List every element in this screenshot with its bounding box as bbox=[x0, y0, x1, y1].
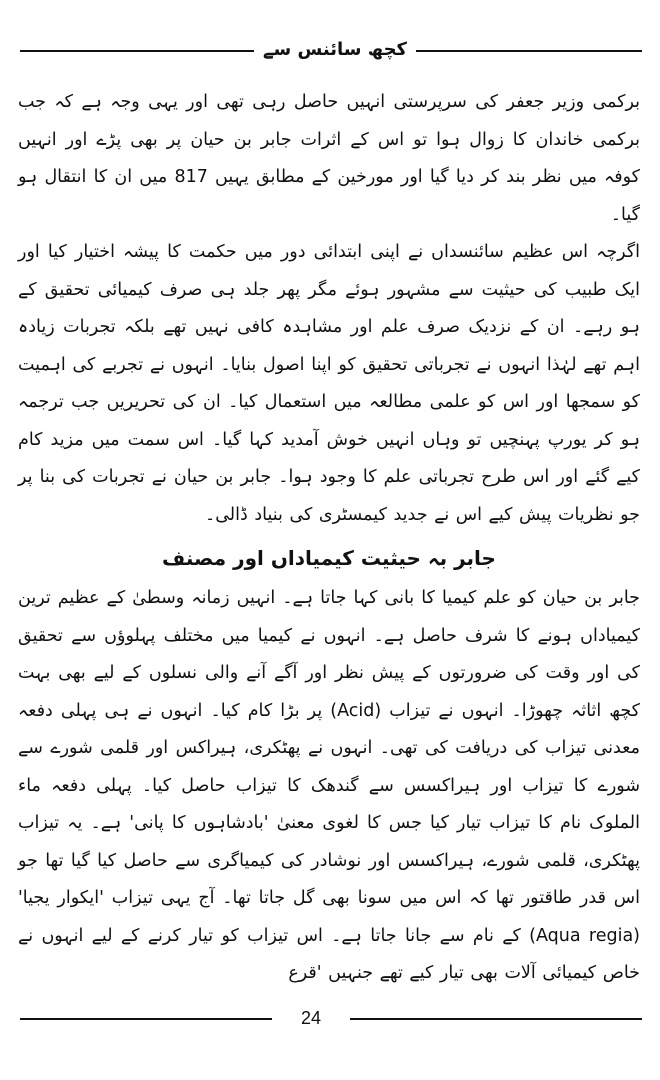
header-rule-left bbox=[20, 50, 254, 52]
section-heading: جابر بہ حیثیت کیمیاداں اور مصنف bbox=[162, 546, 496, 570]
page-number: 24 bbox=[300, 1008, 322, 1028]
footer-rule-left bbox=[20, 1018, 272, 1020]
page-body bbox=[18, 84, 640, 993]
paragraph-1: برکمی وزیر جعفر کی سرپرستی انہیں حاصل رہی تھی اور یہی وجہ ہے کہ جب برکمی خاندان کا زوال ہوا تو اس کے اثرات جابر بن حیان پر بھی پڑے اور انہیں کوفہ میں نظر بند کر دیا گیا اور مورخین کے مطابق یہیں 817 میں ان کا انتقال ہو گیا۔ bbox=[18, 92, 640, 225]
paragraph-2: اگرچہ اس عظیم سائنسداں نے اپنی ابتدائی دور میں حکمت کا پیشہ اختیار کیا اور ایک طبیب کی حیثیت سے مشہور ہوئے مگر پھر جلد ہی صرف کیمیائی تحقیق کے ہو رہے۔ ان کے نزدیک صرف علم اور مشاہدہ کافی نہیں تھے بلکہ تجربات زیادہ اہم تھے لہٰذا انہوں نے تجرباتی تحقیق کو اپنا اصول بنایا۔ انہوں نے تجربے کی اہمیت کو سمجھا اور اس کو علمی مطالعہ میں استعمال کیا۔ ان کی تحریریں جب ترجمہ ہو کر یورپ پہنچیں تو وہاں انہیں خوش آمدید کہا گیا۔ اس سمت میں مزید کام کیے گئے اور اس طرح تجرباتی علم کا وجود ہوا۔ جابر بن حیان نے تجربات کی بنا پر جو نظریات پیش کیے اس نے جدید کیمسٹری کی بنیاد ڈالی۔ bbox=[18, 242, 640, 525]
header-rule-right bbox=[416, 50, 642, 52]
footer-rule-right bbox=[350, 1018, 642, 1020]
running-head-title: کچھ سائنس سے bbox=[262, 39, 408, 60]
paragraph-3: جابر بن حیان کو علم کیمیا کا بانی کہا جاتا ہے۔ انہیں زمانہ وسطیٰ کے عظیم ترین کیمیاداں ہونے کا شرف حاصل ہے۔ انہوں نے کیمیا میں مختلف پہلوؤں سے تحقیق کی اور وقت کی ضرورتوں کے پیش نظر اور آگے آنے والی نسلوں کے لیے بھی بہت کچھ اثاثہ چھوڑا۔ انہوں نے تیزاب (Acid) پر بڑا کام کیا۔ انہوں نے ہی پہلی دفعہ معدنی تیزاب کی دریافت کی تھی۔ انہوں نے پھٹکری، ہیراکس اور قلمی شورے سے شورے کا تیزاب اور ہیراکسس سے گندھک کا تیزاب حاصل کیا۔ پہلی دفعہ ماء الملوک نام کا تیزاب تیار کیا جس کا لغوی معنیٰ 'بادشاہوں کا پانی' ہے۔ یہ تیزاب پھٹکری، قلمی شورے، ہیراکسس اور نوشادر کی کیمیاگری سے حاصل کیا گیا تھا جو اس قدر طاقتور تھا کہ اس میں سونا بھی گل جاتا تھا۔ آج یہی تیزاب 'ایکوار یجیا' (Aqua regia) کے نام سے جانا جاتا ہے۔ اس تیزاب کو تیار کرنے کے لیے انہوں نے خاص کیمیائی آلات بھی تیار کیے تھے جنہیں 'قرع bbox=[18, 588, 640, 983]
